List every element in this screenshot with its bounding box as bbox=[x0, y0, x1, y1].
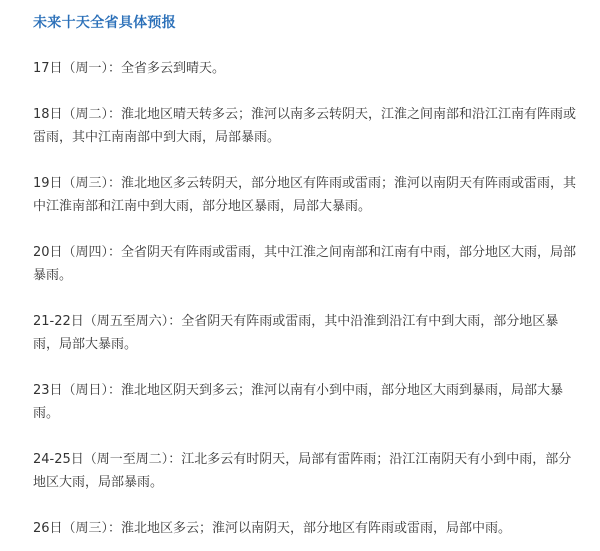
forecast-entry-19: 19日（周三）：淮北地区多云转阴天，部分地区有阵雨或雷雨；淮河以南阴天有阵雨或雷雨，其中江淮南部和江南中到大雨，部分地区暴雨，局部大暴雨。 bbox=[33, 176, 577, 214]
forecast-entry-24-25: 24-25日（周一至周二）：江北多云有时阴天，局部有雷阵雨；沿江江南阴天有小到中雨，部分地区大雨，局部暴雨。 bbox=[33, 452, 572, 490]
forecast-entry-23: 23日（周日）：淮北地区阴天到多云；淮河以南有小到中雨，部分地区大雨到暴雨，局部大暴雨。 bbox=[33, 383, 564, 421]
forecast-entry-18: 18日（周二）：淮北地区晴天转多云；淮河以南多云转阴天，江淮之间南部和沿江江南有阵雨或雷雨，其中江南南部中到大雨，局部暴雨。 bbox=[33, 107, 577, 145]
forecast-entry-21-22: 21-22日（周五至周六）：全省阴天有阵雨或雷雨，其中沿淮到沿江有中到大雨，部分地区暴雨，局部大暴雨。 bbox=[33, 314, 559, 352]
forecast-entry-26: 26日（周三）：淮北地区多云；淮河以南阴天，部分地区有阵雨或雷雨，局部中雨。 bbox=[33, 521, 512, 536]
forecast-entry-17: 17日（周一）：全省多云到晴天。 bbox=[33, 61, 226, 76]
forecast-entry-20: 20日（周四）：全省阴天有阵雨或雷雨，其中江淮之间南部和江南有中雨，部分地区大雨，局部暴雨。 bbox=[33, 245, 577, 283]
article-title: 未来十天全省具体预报 bbox=[33, 15, 176, 31]
forecast-list bbox=[33, 57, 580, 540]
